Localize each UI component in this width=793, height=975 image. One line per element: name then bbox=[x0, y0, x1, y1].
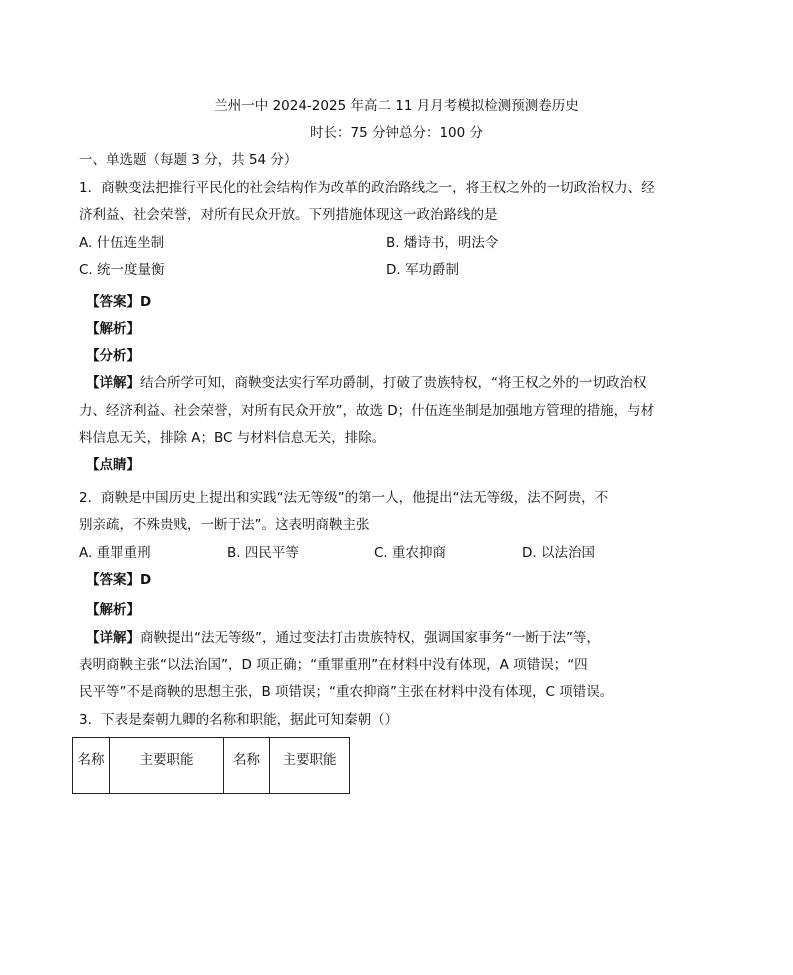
q1-stem-line2: 济利益、社会荣誉，对所有民众开放。下列措施体现这一政治路线的是 bbox=[79, 207, 498, 223]
table-header-cell: 名称 bbox=[224, 738, 270, 794]
fenxi-tag: 【分析】 bbox=[86, 348, 140, 364]
q2-stem-line2: 别亲疏，不殊贵贱，一断于法”。这表明商鞅主张 bbox=[79, 517, 370, 533]
q1-option-d: D. 军功爵制 bbox=[386, 262, 459, 278]
table-header-row bbox=[73, 738, 350, 794]
q2-option-d: D. 以法治国 bbox=[522, 545, 595, 561]
q3-info-table bbox=[72, 737, 350, 794]
answer-tag: 【答案】 bbox=[86, 572, 140, 588]
q1-stem-line1: 1．商鞅变法把推行平民化的社会结构作为改革的政治路线之一，将王权之外的一切政治权力、经 bbox=[79, 180, 655, 196]
q1-answer-row bbox=[86, 292, 151, 312]
q2-detail-line2: 表明商鞅主张“以法治国”，D 项正确；“重罪重刑”在材料中没有体现，A 项错误；“四 bbox=[79, 657, 588, 673]
q1-option-c: C. 统一度量衡 bbox=[79, 262, 165, 278]
q2-stem-line1: 2．商鞅是中国历史上提出和实践“法无等级”的第一人，他提出“法无等级，法不阿贵，不 bbox=[79, 490, 609, 506]
q2-option-b: B. 四民平等 bbox=[227, 545, 299, 561]
q1-option-a: A. 什伍连坐制 bbox=[79, 235, 165, 251]
doc-title: 兰州一中 2024-2025 年高二 11 月月考模拟检测预测卷历史 bbox=[214, 98, 579, 114]
answer-value: D bbox=[140, 572, 152, 588]
answer-value: D bbox=[140, 294, 152, 310]
detail-tag: 【详解】 bbox=[86, 630, 140, 646]
analysis-tag: 【解析】 bbox=[86, 602, 140, 618]
q2-detail-line1 bbox=[86, 628, 600, 648]
q3-stem: 3．下表是秦朝九卿的名称和职能，据此可知秦朝（） bbox=[79, 712, 399, 728]
doc-subtitle: 时长：75 分钟总分：100 分 bbox=[309, 125, 484, 141]
section-heading: 一、单选题（每题 3 分，共 54 分） bbox=[79, 152, 298, 168]
q1-detail-line3: 料信息无关，排除 A；BC 与材料信息无关，排除。 bbox=[79, 430, 386, 446]
q2-option-c: C. 重农抑商 bbox=[374, 545, 447, 561]
q2-option-a: A. 重罪重刑 bbox=[79, 545, 151, 561]
analysis-tag: 【解析】 bbox=[86, 321, 140, 337]
detail-text: 商鞅提出“法无等级”，通过变法打击贵族特权，强调国家事务“一断于法”等， bbox=[140, 630, 600, 646]
table-header-cell: 名称 bbox=[73, 738, 110, 794]
q2-detail-line3: 民平等”不是商鞅的思想主张，B 项错误；“重农抑商”主张在材料中没有体现，C 项错误。 bbox=[79, 684, 614, 700]
q1-detail-line1 bbox=[86, 373, 647, 393]
detail-tag: 【详解】 bbox=[86, 375, 140, 391]
q1-detail-line2: 力、经济利益、社会荣誉，对所有民众开放”，故选 D；什伍连坐制是加强地方管理的措施，与材 bbox=[79, 403, 655, 419]
detail-text: 结合所学可知，商鞅变法实行军功爵制，打破了贵族特权，“将王权之外的一切政治权 bbox=[140, 375, 647, 391]
answer-tag: 【答案】 bbox=[86, 294, 140, 310]
q1-option-b: B. 燔诗书，明法令 bbox=[386, 235, 499, 251]
table-header-cell: 主要职能 bbox=[270, 738, 350, 794]
dianjing-tag: 【点睛】 bbox=[86, 457, 140, 473]
table-header-cell: 主要职能 bbox=[110, 738, 224, 794]
q2-answer-row bbox=[86, 570, 151, 590]
